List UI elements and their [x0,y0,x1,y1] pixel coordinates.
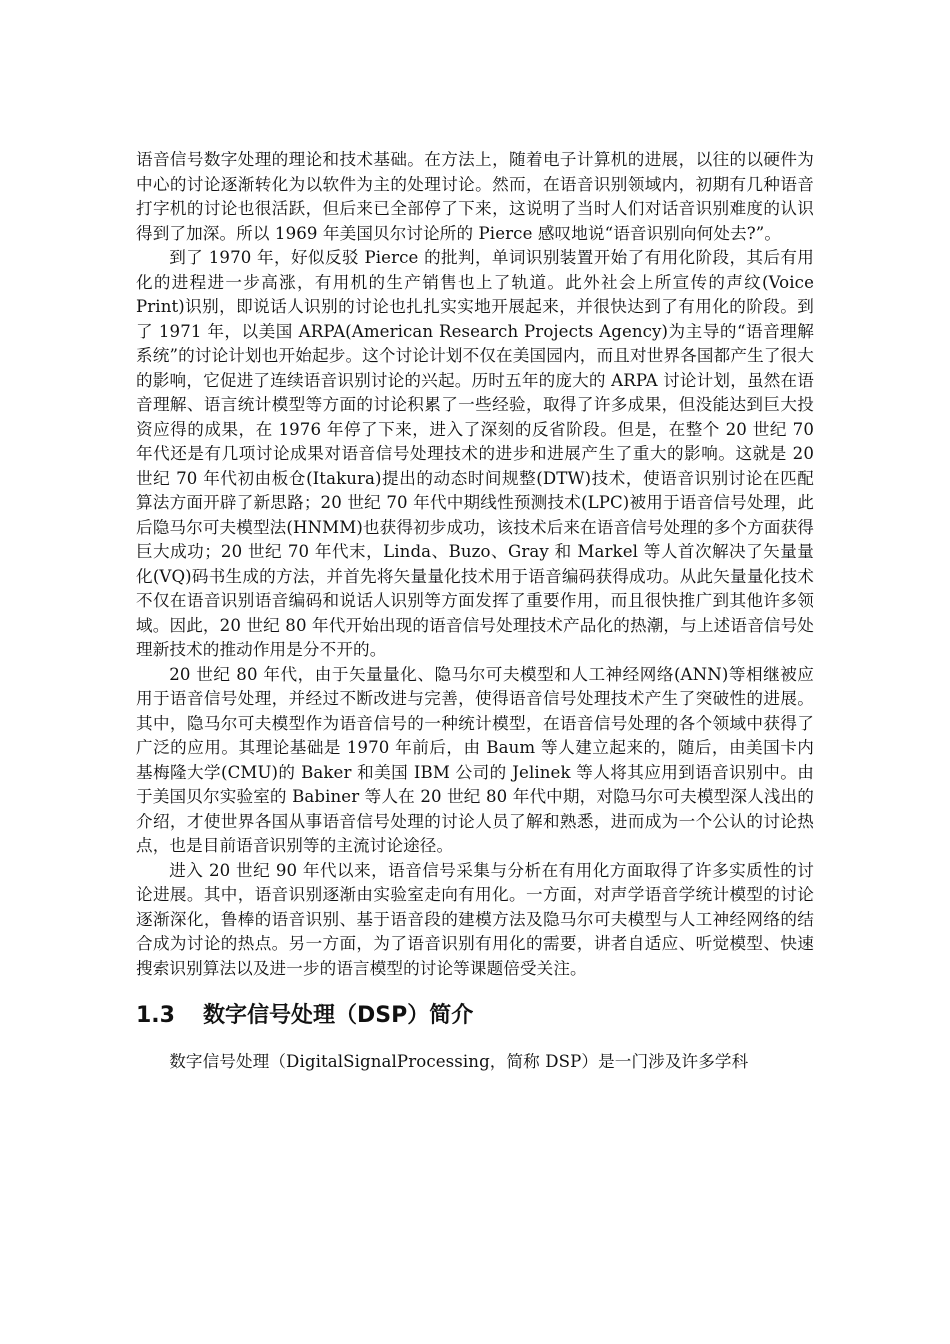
section-heading [136,1001,814,1031]
paragraph-5: 数字信号处理（DigitalSignalProcessing，简称 DSP）是一门涉及许多学科 [169,1052,749,1071]
paragraph-2: 到了 1970 年，好似反驳 Pierce 的批判，单词识别装置开始了有用化阶段，其后有用化的进程进一步高涨，有用机的生产销售也上了轨道。此外社会上所宣传的声纹(Voice Print)识别，即说话人识别的讨论也扎扎实实地开展起来，并很快达到了有用化的阶段。到了 1971 年，以美国 ARPA(American Research Projects Agency)为主导的“语音理解系统”的讨论计划也开始起步。这个讨论计划不仅在美国园内，而且对世界各国都产生了很大的影响，它促进了连续语音识别讨论的兴起。历时五年的庞大的 ARPA 讨论计划，虽然在语音理解、语言统计模型等方面的讨论积累了一些经验，取得了许多成果，但没能达到巨大投资应得的成果，在 1976 年停了下来，进入了深刻的反省阶段。但是，在整个 20 世纪 70 年代还是有几项讨论成果对语音信号处理技术的进步和进展产生了重大的影响。这就是 20 世纪 70 年代初由板仓(Itakura)提出的动态时间规整(DTW)技术，使语音识别讨论在匹配算法方面开辟了新思路；20 世纪 70 年代中期线性预测技术(LPC)被用于语音信号处理，此后隐马尔可夫模型法(HNMM)也获得初步成功，该技术后来在语音信号处理的多个方面获得巨大成功；20 世纪 70 年代末，Linda、Buzo、Gray 和 Markel 等人首次解决了矢量量化(VQ)码书生成的方法，并首先将矢量量化技术用于语音编码获得成功。从此矢量量化技术不仅在语音识别语音编码和说话人识别等方面发挥了重要作用，而且很快推广到其他许多领域。因此，20 世纪 80 年代开始出现的语音信号处理技术产品化的热潮，与上述语音信号处理新技术的推动作用是分不开的。 [136,248,814,659]
paragraph-3: 20 世纪 80 年代，由于矢量量化、隐马尔可夫模型和人工神经网络(ANN)等相继被应用于语音信号处理，并经过不断改进与完善，使得语音信号处理技术产生了突破性的进展。其中，隐马尔可夫模型作为语音信号的一种统计模型，在语音信号处理的各个领域中获得了广泛的应用。其理论基础是 1970 年前后，由 Baum 等人建立起来的，随后，由美国卡内基梅隆大学(CMU)的 Baker 和美国 IBM 公司的 Jelinek 等人将其应用到语音识别中。由于美国贝尔实验室的 Babiner 等人在 20 世纪 80 年代中期，对隐马尔可夫模型深人浅出的介绍，才使世界各国从事语音信号处理的讨论人员了解和熟悉，进而成为一个公认的讨论热点，也是目前语音识别等的主流讨论途径。 [136,664,814,855]
section-number: 1.3 [136,1003,175,1028]
document-body [136,148,814,1075]
section-title: 数字信号处理（DSP）简介 [202,1003,474,1028]
paragraph-4: 进入 20 世纪 90 年代以来，语音信号采集与分析在有用化方面取得了许多实质性的讨论进展。其中，语音识别逐渐由实验室走向有用化。一方面，对声学语音学统计模型的讨论逐渐深化，鲁棒的语音识别、基于语音段的建模方法及隐马尔可夫模型与人工神经网络的结合成为讨论的热点。另一方面，为了语音识别有用化的需要，讲者自适应、听觉模型、快速搜索识别算法以及进一步的语言模型的讨论等课题倍受关注。 [136,860,814,978]
paragraph-1: 语音信号数字处理的理论和技术基础。在方法上，随着电子计算机的进展，以往的以硬件为中心的讨论逐渐转化为以软件为主的处理讨论。然而，在语音识别领域内，初期有几种语音打字机的讨论也很活跃，但后来已全部停了下来，这说明了当时人们对话音识别难度的认识得到了加深。所以 1969 年美国贝尔讨论所的 Pierce 感叹地说“语音识别向何处去?”。 [136,150,814,243]
